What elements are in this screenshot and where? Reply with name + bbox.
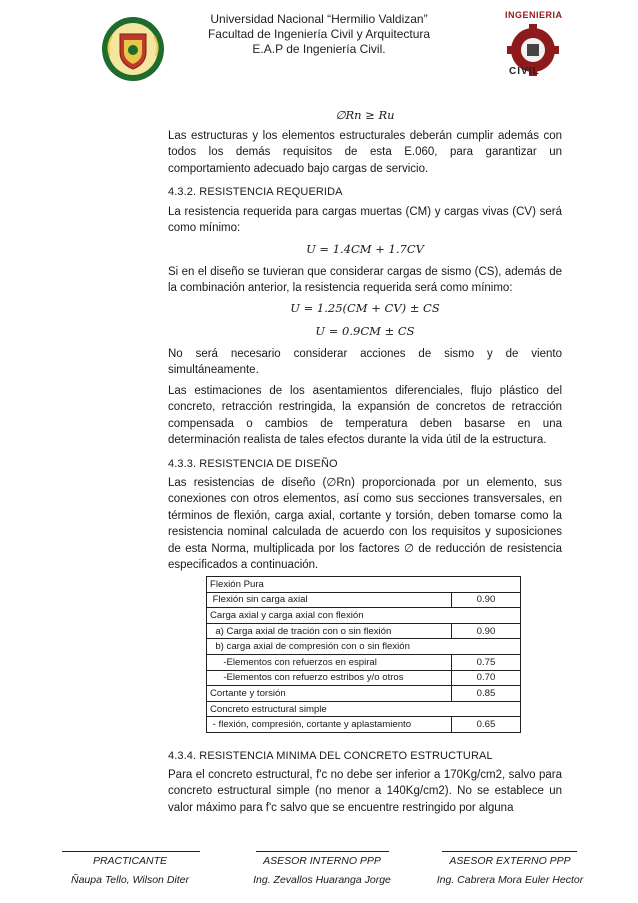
signature-line-mid — [256, 851, 389, 852]
paragraph-seismic: Si en el diseño se tuvieran que considerar cargas de sismo (CS), además de la combinación anterior, la resistencia requerida será como mínimo: — [168, 266, 562, 295]
footer-internal-advisor-name: Ing. Zevallos Huaranga Jorge — [253, 874, 391, 886]
table-row — [207, 592, 521, 608]
factor-value: 0.90 — [452, 592, 521, 608]
reduction-factors-table — [206, 576, 521, 733]
equation-design-strength: ∅Rn ≥ Ru — [335, 108, 395, 122]
signature-line-left — [62, 851, 200, 852]
paragraph-wind-seismic: No será necesario considerar acciones de sismo y de viento simultáneamente. — [168, 348, 562, 377]
table-row — [207, 717, 521, 733]
signature-line-right — [442, 851, 577, 852]
footer-external-advisor-name: Ing. Cabrera Mora Euler Hector — [436, 874, 584, 886]
paragraph-minimum-strength: Para el concreto estructural, f'c no debe ser inferior a 170Kg/cm2, salvo para concreto estructural simple (no menor a 140Kg/cm2). No se establece un valor máximo para f'c salvo que se encuentre restringido por alguna — [168, 769, 562, 814]
paragraph-design-strength: Las resistencias de diseño (∅Rn) proporcionada por un elemento, sus conexiones con otros elementos, así como sus secciones transversales, en términos de flexión, carga axial, cortante y torsión, deben tomarse como la resistencia nominal calculada de acuerdo con los requisitos y suposiciones de esta Norma, multiplicada por los factores ∅ de reducción de resistencia especificados a continuación. — [168, 477, 562, 572]
header-faculty: Facultad de Ingeniería Civil y Arquitectura — [207, 27, 431, 41]
table-row — [207, 639, 521, 655]
section-heading-433: 4.3.3. RESISTENCIA DE DISEÑO — [168, 458, 338, 470]
factor-label: -Elementos con refuerzo estribos y/o otros — [207, 670, 452, 686]
header-university: Universidad Nacional “Hermilio Valdizan” — [210, 12, 428, 26]
logo-text-top: INGENIERIA — [505, 10, 563, 20]
equation-u3: U = 0.9CM ± CS — [315, 324, 415, 338]
civil-engineering-logo — [495, 8, 565, 82]
header-school: E.A.P de Ingeniería Civil. — [252, 42, 386, 56]
factor-label: a) Carga axial de tración con o sin flexión — [207, 623, 452, 639]
table-row — [207, 623, 521, 639]
equation-u1: U = 1.4CM + 1.7CV — [306, 242, 424, 256]
footer-internal-advisor-role: ASESOR INTERNO PPP — [263, 855, 381, 867]
factor-value: 0.65 — [452, 717, 521, 733]
table-row — [207, 654, 521, 670]
factor-label: Flexión Pura — [207, 577, 521, 593]
factor-label: Flexión sin carga axial — [207, 592, 452, 608]
factor-label: - flexión, compresión, cortante y aplastamiento — [207, 717, 452, 733]
equation-u2: U = 1.25(CM + CV) ± CS — [290, 301, 440, 315]
factor-value: 0.85 — [452, 686, 521, 702]
factor-value: 0.90 — [452, 623, 521, 639]
factor-label: Concreto estructural simple — [207, 701, 521, 717]
section-heading-434: 4.3.4. RESISTENCIA MINIMA DEL CONCRETO ESTRUCTURAL — [168, 750, 493, 762]
paragraph-service-requirements: Las estructuras y los elementos estructurales deberán cumplir además con todos los demás requisitos de esta E.060, para garantizar un comportamiento adecuado bajo cargas de servicio. — [168, 130, 562, 175]
paragraph-settlement: Las estimaciones de los asentamientos diferenciales, flujo plástico del concreto, retracción restringida, la expansión de concretos de retracción compensada o cambios de temperatura deben basarse en una determinación realista de tales efectos durante la vida útil de la estructura. — [168, 385, 562, 447]
factor-label: Carga axial y carga axial con flexión — [207, 608, 521, 624]
table-row — [207, 686, 521, 702]
table-row — [207, 608, 521, 624]
factor-label: b) carga axial de compresión con o sin flexión — [207, 639, 521, 655]
logo-text-bottom: CIVIL — [509, 66, 540, 77]
factor-value: 0.70 — [452, 670, 521, 686]
factor-label: Cortante y torsión — [207, 686, 452, 702]
factor-label: -Elementos con refuerzos en espiral — [207, 654, 452, 670]
table-row — [207, 670, 521, 686]
footer-practicante-role: PRACTICANTE — [92, 855, 168, 867]
footer-practicante-name: Ñaupa Tello, Wilson Diter — [71, 874, 189, 886]
table-row — [207, 577, 521, 593]
footer-external-advisor-role: ASESOR EXTERNO PPP — [449, 855, 571, 867]
paragraph-required-strength: La resistencia requerida para cargas muertas (CM) y cargas vivas (CV) será como mínimo: — [168, 206, 562, 235]
factor-value: 0.75 — [452, 654, 521, 670]
table-row — [207, 701, 521, 717]
section-heading-432: 4.3.2. RESISTENCIA REQUERIDA — [168, 186, 343, 198]
